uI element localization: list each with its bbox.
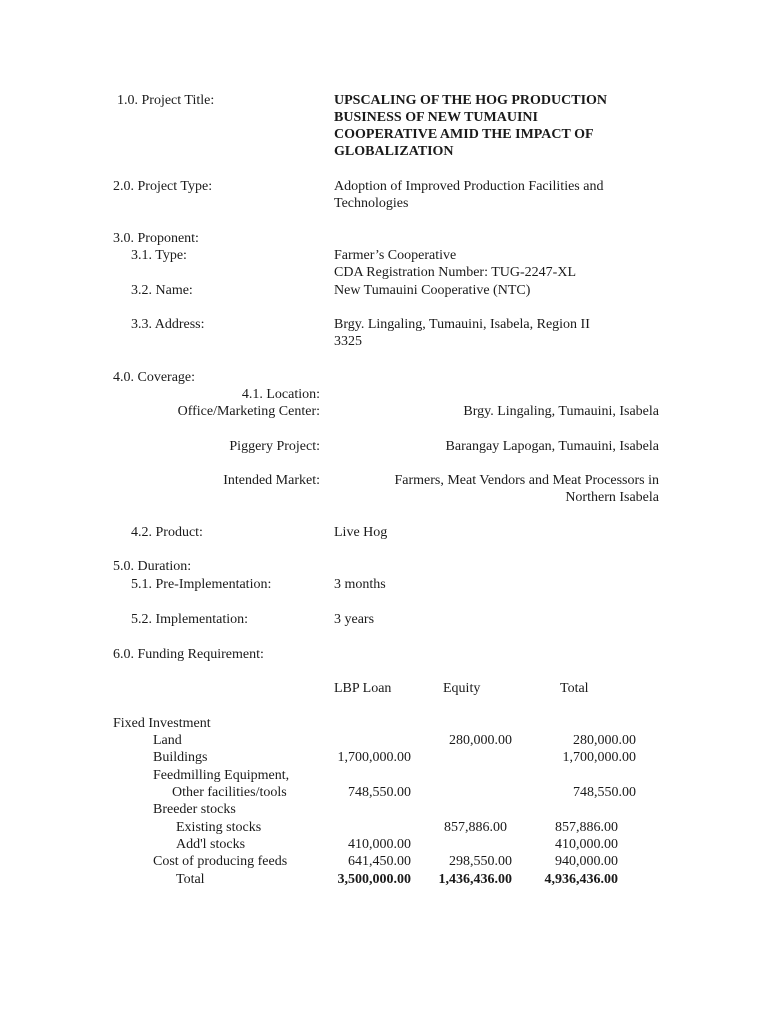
row-loan: 748,550.00: [348, 785, 411, 800]
implementation-label: 5.2. Implementation:: [131, 612, 249, 627]
market-line-2: Northern Isabela: [565, 490, 659, 505]
row-label: Existing stocks: [176, 820, 262, 835]
row-label: Other facilities/tools: [172, 785, 287, 800]
market-line-1: Farmers, Meat Vendors and Meat Processors in: [394, 473, 659, 488]
row-equity: 298,550.00: [449, 854, 512, 869]
total-row-label: Total: [176, 872, 205, 887]
proponent-address-line-2: 3325: [334, 334, 362, 349]
piggery-value: Barangay Lapogan, Tumauini, Isabela: [445, 439, 659, 454]
row-total: 940,000.00: [555, 854, 618, 869]
row-label: Add'l stocks: [176, 837, 246, 852]
market-label: Intended Market:: [223, 473, 320, 488]
project-title-line-1: UPSCALING OF THE HOG PRODUCTION: [334, 93, 608, 108]
row-loan: 410,000.00: [348, 837, 411, 852]
header-lbp-loan: LBP Loan: [334, 681, 392, 696]
row-loan: 641,450.00: [348, 854, 411, 869]
pre-implementation-value: 3 months: [334, 577, 386, 592]
coverage-label: 4.0. Coverage:: [113, 370, 196, 385]
proponent-address-line-1: Brgy. Lingaling, Tumauini, Isabela, Region II: [334, 317, 590, 332]
location-label: 4.1. Location:: [241, 387, 320, 402]
implementation-value: 3 years: [334, 612, 375, 627]
fixed-investment-label: Fixed Investment: [113, 716, 211, 731]
project-type-line-1: Adoption of Improved Production Facilities and: [334, 179, 604, 194]
project-title-label: 1.0. Project Title:: [117, 93, 215, 108]
total-row-total: 4,936,436.00: [544, 872, 618, 887]
row-equity: 280,000.00: [449, 733, 512, 748]
product-label: 4.2. Product:: [131, 525, 203, 540]
header-equity: Equity: [443, 681, 481, 696]
row-total: 1,700,000.00: [562, 750, 636, 765]
row-label: Buildings: [153, 750, 208, 765]
total-row-loan: 3,500,000.00: [337, 872, 411, 887]
project-title-line-4: GLOBALIZATION: [334, 144, 454, 159]
row-total: 280,000.00: [573, 733, 636, 748]
row-total: 748,550.00: [573, 785, 636, 800]
row-total: 857,886.00: [555, 820, 618, 835]
proponent-type-value: Farmer’s Cooperative: [334, 248, 457, 263]
proponent-name-label: 3.2. Name:: [131, 283, 193, 298]
row-label: Feedmilling Equipment,: [153, 768, 290, 783]
proponent-label: 3.0. Proponent:: [113, 231, 199, 246]
header-total: Total: [560, 681, 589, 696]
proponent-address-label: 3.3. Address:: [131, 317, 205, 332]
piggery-label: Piggery Project:: [229, 439, 320, 454]
row-label: Breeder stocks: [153, 802, 236, 817]
office-value: Brgy. Lingaling, Tumauini, Isabela: [463, 404, 659, 419]
row-label: Land: [153, 733, 182, 748]
project-type-label: 2.0. Project Type:: [113, 179, 213, 194]
proponent-type-label: 3.1. Type:: [131, 248, 187, 263]
project-title-line-3: COOPERATIVE AMID THE IMPACT OF: [334, 127, 594, 142]
funding-label: 6.0. Funding Requirement:: [113, 647, 264, 662]
row-equity: 857,886.00: [444, 820, 507, 835]
pre-implementation-label: 5.1. Pre-Implementation:: [131, 577, 272, 592]
total-row-equity: 1,436,436.00: [438, 872, 512, 887]
row-loan: 1,700,000.00: [337, 750, 411, 765]
row-label: Cost of producing feeds: [153, 854, 288, 869]
office-label: Office/Marketing Center:: [177, 404, 320, 419]
row-total: 410,000.00: [555, 837, 618, 852]
product-value: Live Hog: [334, 525, 388, 540]
cda-registration: CDA Registration Number: TUG-2247-XL: [334, 265, 576, 280]
project-type-line-2: Technologies: [334, 196, 409, 211]
proponent-name-value: New Tumauini Cooperative (NTC): [334, 283, 531, 298]
duration-label: 5.0. Duration:: [113, 559, 192, 574]
project-title-line-2: BUSINESS OF NEW TUMAUINI: [334, 110, 538, 125]
